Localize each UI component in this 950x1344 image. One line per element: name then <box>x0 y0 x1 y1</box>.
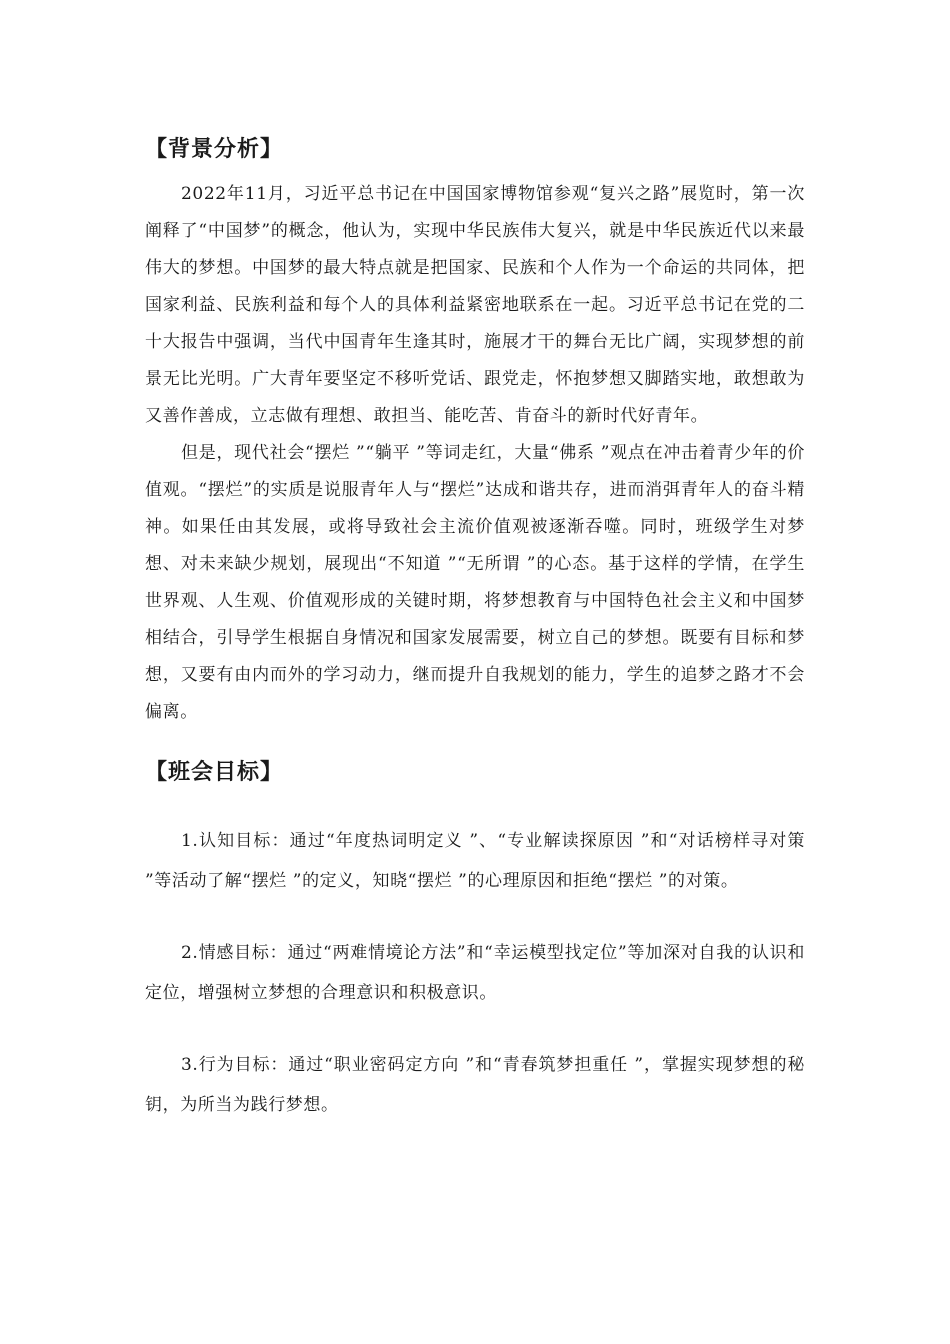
goals-heading: 【班会目标】 <box>145 760 284 785</box>
background-paragraph-2: 但是，现代社会“摆烂 ”“躺平 ”等词走红，大量“佛系 ”观点在冲击着青少年的价值观。“摆烂”的实质是说服青年人与“摆烂”达成和谐共存，进而消弭青年人的奋斗精神。如果任由其发展，或将导致社会主流价值观被逐渐吞噬。同时，班级学生对梦想、对未来缺少规划，展现出“不知道 ”“无所谓 ”的心态。基于这样的学情，在学生世界观、人生观、价值观形成的关键时期，将梦想教育与中国特色社会主义和中国梦相结合，引导学生根据自身情况和国家发展需要，树立自己的梦想。既要有目标和梦想，又要有由内而外的学习动力，继而提升自我规划的能力，学生的追梦之路才不会偏离。 <box>145 443 805 722</box>
goal-cognitive: 1.认知目标：通过“年度热词明定义 ”、“专业解读探原因 ”和“对话榜样寻对策 ”等活动了解“摆烂 ”的定义，知晓“摆烂 ”的心理原因和拒绝“摆烂 ”的对策。 <box>145 831 805 891</box>
goal-behavioral: 3.行为目标：通过“职业密码定方向 ”和“青春筑梦担重任 ”，掌握实现梦想的秘钥，为所当为践行梦想。 <box>145 1055 805 1115</box>
background-paragraph-1: 2022年11月，习近平总书记在中国国家博物馆参观“复兴之路”展览时，第一次阐释了“中国梦”的概念，他认为，实现中华民族伟大复兴，就是中华民族近代以来最伟大的梦想。中国梦的最大特点就是把国家、民族和个人作为一个命运的共同体，把国家利益、民族利益和每个人的具体利益紧密地联系在一起。习近平总书记在党的二十大报告中强调，当代中国青年生逢其时，施展才干的舞台无比广阔，实现梦想的前景无比光明。广大青年要坚定不移听党话、跟党走，怀抱梦想又脚踏实地，敢想敢为又善作善成，立志做有理想、敢担当、能吃苦、肯奋斗的新时代好青年。 <box>145 184 805 426</box>
goal-emotional: 2.情感目标：通过“两难情境论方法”和“幸运模型找定位”等加深对自我的认识和定位，增强树立梦想的合理意识和积极意识。 <box>145 943 805 1003</box>
background-heading: 【背景分析】 <box>145 137 284 162</box>
document-page <box>145 130 805 1125</box>
